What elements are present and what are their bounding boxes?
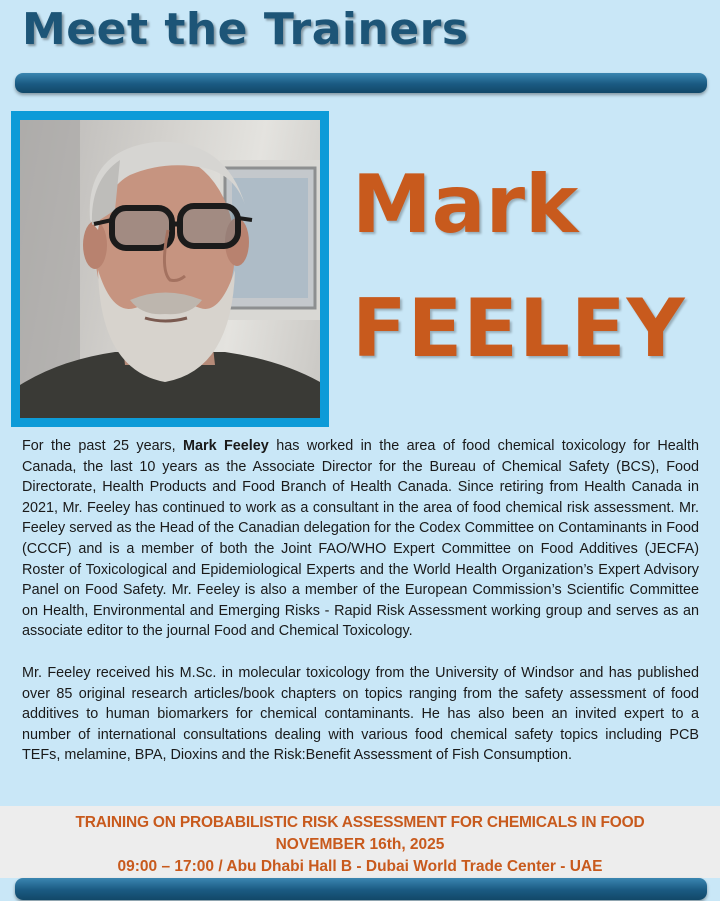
event-title: TRAINING ON PROBABILISTIC RISK ASSESSMENT FOR CHEMICALS IN FOOD bbox=[75, 814, 645, 831]
bio-paragraph-2: Mr. Feeley received his M.Sc. in molecular toxicology from the University of Windsor and has published over 85 original research articles/book chapters on topics ranging from the safety assessment of food additives to human biomarkers for chemical contaminants. He has also been an invited expert to a number of international consultations dealing with various food chemical safety topics including PCB TEFs, melamine, BPA, Dioxins and the Risk:Benefit Assessment of Fish Consumption. bbox=[22, 664, 699, 764]
trainer-photo-frame bbox=[11, 111, 329, 427]
event-time-location: 09:00 – 17:00 / Abu Dhabi Hall B - Dubai World Trade Center - UAE bbox=[117, 858, 603, 875]
event-date: NOVEMBER 16th, 2025 bbox=[275, 836, 445, 853]
footer-divider-bar bbox=[15, 878, 707, 900]
page-title: Meet the Trainers bbox=[22, 4, 469, 55]
header-divider-bar bbox=[15, 73, 707, 93]
trainer-first-name: Mark bbox=[352, 158, 579, 251]
event-footer bbox=[0, 806, 720, 878]
bio-p1-rest: has worked in the area of food chemical toxicology for Health Canada, the last 10 years as the Associate Director for the Bureau of Chemical Safety (BCS), Food Directorate, Health Products and Food Branch of Health Canada. Since retiring from Health Canada in 2021, Mr. Feeley has continued to work as a consultant in the area of food chemical risk assessment. Mr. Feeley served as the Head of the Canadian delegation for the Codex Committee on Contaminants in Food (CCCF) and is a member of both the Joint FAO/WHO Expert Committee on Food Additives (JECFA) Roster of Toxicological and Epidemiological Experts and the World Health Organization’s Expert Advisory Panel on Food Safety. Mr. Feeley is also a member of the European Commission’s Scientific Committee on Health, Environmental and Emerging Risks - Rapid Risk Assessment working group and serves as an associate editor to the journal Food and Chemical Toxicology. bbox=[22, 438, 699, 640]
trainer-photo bbox=[20, 120, 320, 418]
bio-p1-name: Mark Feeley bbox=[183, 438, 269, 454]
trainer-last-name: FEELEY bbox=[352, 282, 686, 375]
bio-p1-lead: For the past 25 years, bbox=[22, 438, 183, 454]
trainer-bio bbox=[22, 436, 699, 766]
bio-paragraph-1 bbox=[22, 436, 699, 642]
